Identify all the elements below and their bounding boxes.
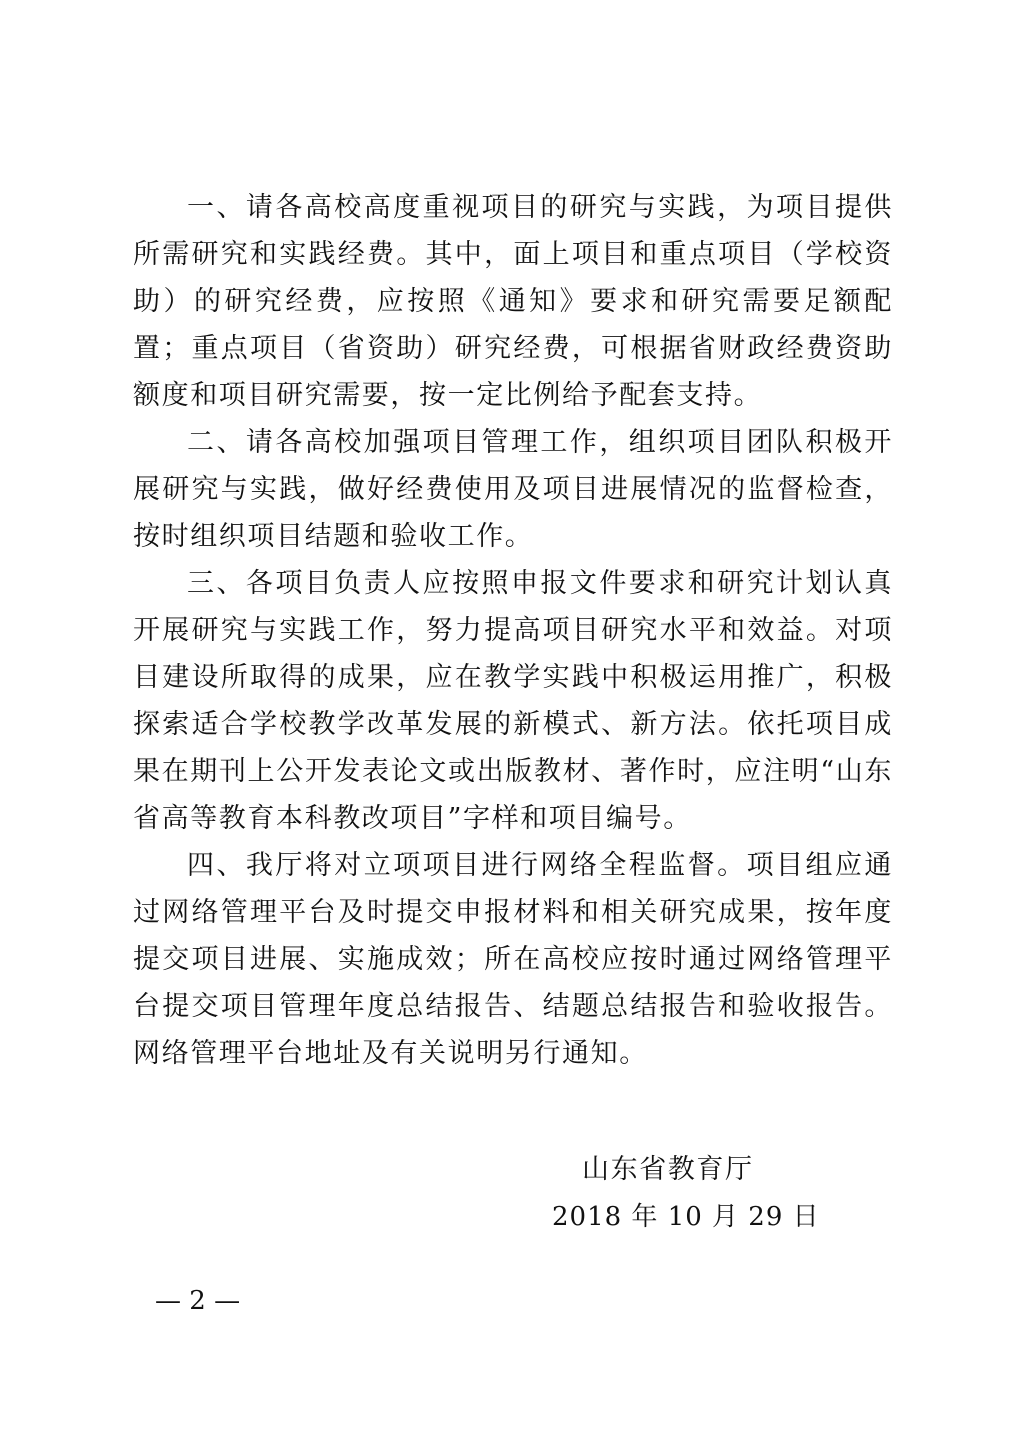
issuing-organization: 山东省教育厅 <box>582 1154 754 1185</box>
paragraph-2: 二、请各高校加强项目管理工作，组织项目团队积极开展研究与实践，做好经费使用及项目进展情况的监督检查，按时组织项目结题和验收工作。 <box>133 427 893 552</box>
issue-date: 2018 年 10 月 29 日 <box>552 1202 820 1232</box>
paragraph-3: 三、各项目负责人应按照申报文件要求和研究计划认真开展研究与实践工作，努力提高项目研究水平和效益。对项目建设所取得的成果，应在教学实践中积极运用推广，积极探索适合学校教学改革发展的新模式、新方法。依托项目成果在期刊上公开发表论文或出版教材、著作时，应注明“山东省高等教育本科教改项目”字样和项目编号。 <box>133 568 893 834</box>
paragraph-1: 一、请各高校高度重视项目的研究与实践，为项目提供所需研究和实践经费。其中，面上项目和重点项目（学校资助）的研究经费，应按照《通知》要求和研究需要足额配置；重点项目（省资助）研究经费，可根据省财政经费资助额度和项目研究需要，按一定比例给予配套支持。 <box>133 192 893 411</box>
paragraph-4: 四、我厅将对立项项目进行网络全程监督。项目组应通过网络管理平台及时提交申报材料和相关研究成果，按年度提交项目进展、实施成效；所在高校应按时通过网络管理平台提交项目管理年度总结报告、结题总结报告和验收报告。网络管理平台地址及有关说明另行通知。 <box>133 850 893 1069</box>
page-number: — 2 — <box>155 1286 241 1316</box>
document-body <box>133 184 893 1077</box>
